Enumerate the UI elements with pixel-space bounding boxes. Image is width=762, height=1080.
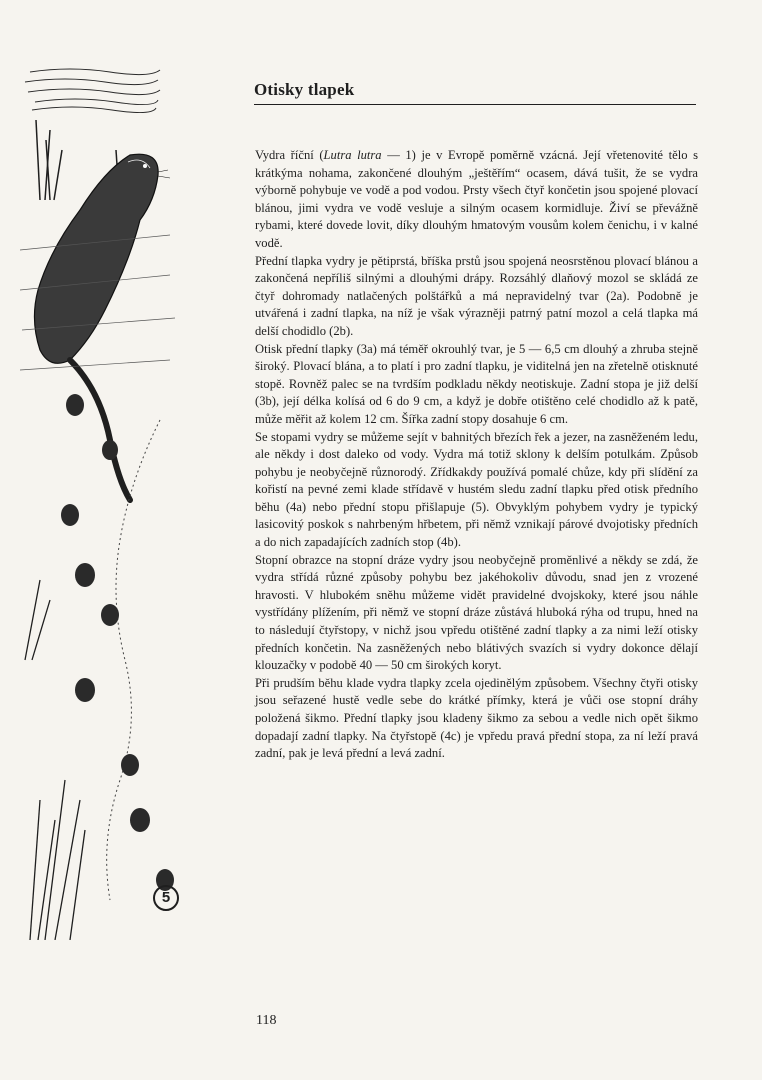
plate-number: 5 [153,885,179,911]
page-number: 118 [256,1013,277,1028]
paragraph-2: Přední tlapka vydry je pětiprstá, bříška prstů jsou spojená neosrstěnou plovací blánou a zakončená nepříliš silnými a dlouhými drápy. Rozsáhlý dlaňový mozol se skládá ze čtyř dohromady natlačených polštářků a má nepravidelný tvar (2a). Podobně je utvářená i zadní tlapka, na níž je však výrazněji patrný patní mozol a celá tlapka má delší chodidlo (2b). [255,253,698,338]
otter-illustration [10,60,185,940]
latin-name: Lutra lutra [323,148,382,162]
paragraph-3: Otisk přední tlapky (3a) má téměř okrouhlý tvar, je 5 — 6,5 cm dlouhý a zhruba stejně široký. Plovací blána, a to platí i pro zadní tlapku, je viditelná jen na zřetelně otisknuté stopě. Rovněž palec se na tvrdším podkladu někdy neotiskuje. Zadní stopa je již delší (3b), její délka kolísá od 6 do 9 cm, a když je dobře otištěno celé chodidlo až k patě, může měřit až kolem 12 cm. Šířka zadní stopy dosahuje 6 cm. [255,341,698,426]
paragraph-1: Vydra říční (Lutra lutra — 1) je v Evropě poměrně vzácná. Její vřetenovité tělo s krátkýma nohama, zakončené dlouhým „ještěřím“ ocasem, dává tušit, že se vydra výborně pohybuje ve vodě a pod vodou. Prsty všech čtyř končetin jsou spojené plovací blánou, jimi vydra ve vodě vesluje a silným ocasem kormidluje. Živí se převážně rybami, které dovede lovit, díky dlouhým hmatovým vousům kolem čenichu, i v kalné vodě. [255,148,698,250]
article-body [255,147,698,763]
paragraph-5: Stopní obrazce na stopní dráze vydry jsou neobyčejně proměnlivé a někdy se zdá, že vydra střídá různé způsoby pohybu bez jakéhokoliv důvodu, snad jen z vrozené hravosti. V hlubokém sněhu můžeme vidět pravidelné dvojskoky, které jsou náhle vystřídány plížením, při němž ve stopní dráze zůstává hluboká rýha od trupu, hned na to následují čtyřstopy, v nichž jsou vpředu otištěné zadní tlapky a za nimi leží otisky předních končetin. Na zasněžených nebo blátivých svazích si vydry dokonce dělají klouzačky v podobě 40 — 50 cm širokých koryt. [255,552,698,673]
paragraph-4: Se stopami vydry se můžeme sejít v bahnitých březích řek a jezer, na zasněženém ledu, ale někdy i dost daleko od vody. Vydra má totiž sklony k delším potulkám. Způsob pohybu je neobyčejně různorodý. Zřídkakdy používá pomalé chůze, kdy při slídění za kořistí na pevné zemi klade střídavě v hustém sledu zadní tlapku před otisk předního běhu (4a) nebo přední stopu přišlapuje (5). Obvyklým pohybem vydry je typický lasicovitý poskok s nahrbeným hřbetem, při němž vznikají párové dvojotisky předních a do nich zapadajících zadních stop (4b). [255,429,698,550]
section-title: Otisky tlapek [254,80,355,99]
paragraph-6: Při prudším běhu klade vydra tlapky zcela ojedinělým způsobem. Všechny čtyři otisky jsou seřazené hustě vedle sebe do krátké přímky, která je vůči ose stopní dráhy položená šikmo. Přední tlapky jsou kladeny šikmo za sebou a vedle nich opět šikmo dopadají zadní tlapky. Na čtyřstopě (4c) je vpředu pravá přední stopa, za ní leží pravá zadní, pak je levá přední a levá zadní. [255,675,698,761]
otter-and-tracks-icon [10,60,185,940]
heading-rule [254,104,696,105]
